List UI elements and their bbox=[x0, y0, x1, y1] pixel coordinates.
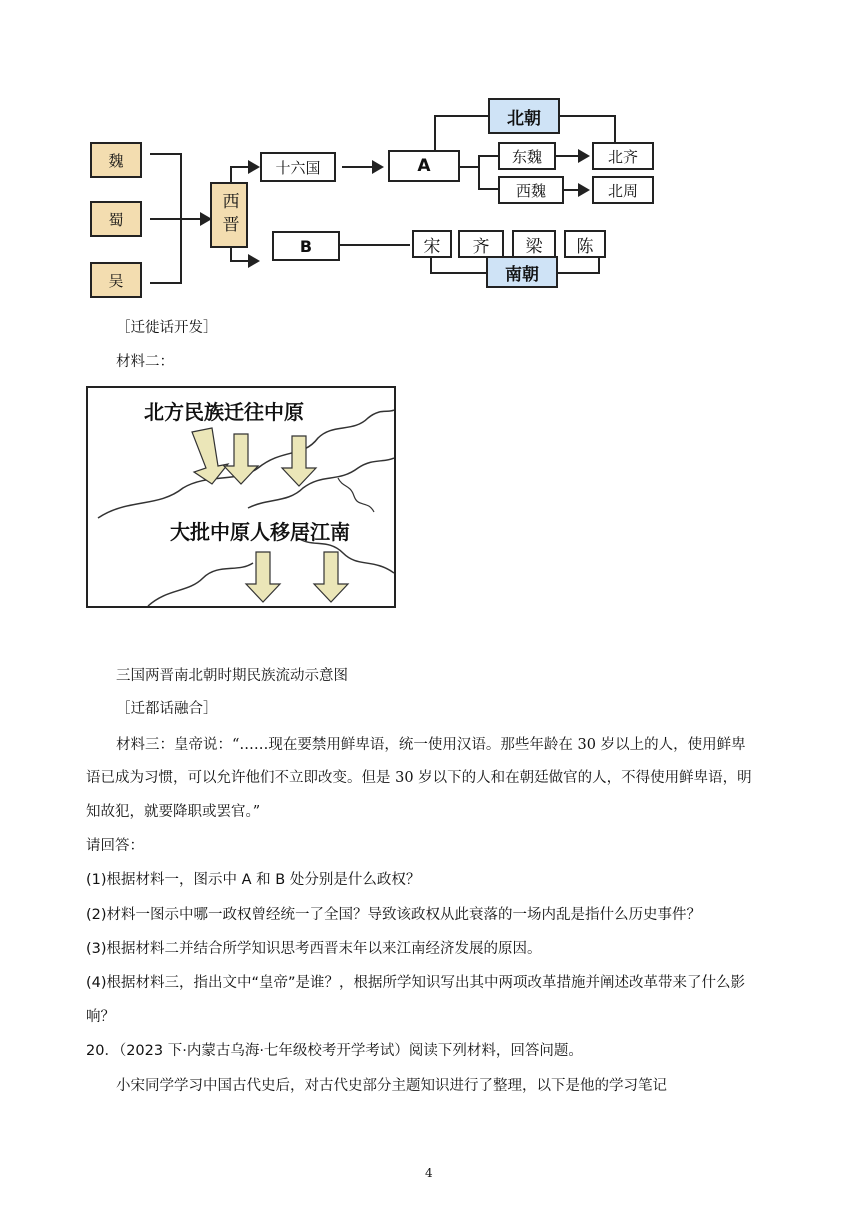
dongwei-box: 东魏 bbox=[498, 142, 556, 170]
prompt-answer: 请回答： bbox=[86, 838, 144, 854]
south-qi: 齐 bbox=[458, 230, 504, 258]
arrow-line bbox=[342, 166, 374, 168]
map-caption: 三国两晋南北朝时期民族流动示意图 bbox=[116, 668, 348, 684]
south-song: 宋 bbox=[412, 230, 452, 258]
connector-line bbox=[340, 244, 410, 246]
arrow-line bbox=[556, 155, 580, 157]
state-wei: 魏 bbox=[90, 142, 142, 178]
map-label-south: 大批中原人移居江南 bbox=[170, 520, 350, 544]
section-heading-migration: ［迁徙话开发］ bbox=[116, 320, 218, 336]
arrow-line bbox=[478, 188, 498, 190]
state-shu: 蜀 bbox=[90, 201, 142, 237]
south-chen: 陈 bbox=[564, 230, 606, 258]
bracket-line bbox=[614, 115, 616, 142]
sixteen-kingdoms-box: 十六国 bbox=[260, 152, 336, 182]
arrow-head bbox=[578, 149, 590, 163]
bracket-line bbox=[150, 153, 182, 155]
south-liang: 梁 bbox=[512, 230, 556, 258]
beichao-box: 北朝 bbox=[488, 98, 560, 134]
state-wu: 吴 bbox=[90, 262, 142, 298]
question-2: (2)材料一图示中哪一政权曾经统一了全国？导致该政权从此衰落的一场内乱是指什么历史事件？ bbox=[86, 907, 702, 923]
box-b: B bbox=[272, 231, 340, 261]
material-three-line: 语已成为习惯，可以允许他们不立即改变。但是 30 岁以下的人和在朝廷做官的人，不得使用鲜卑语，明 bbox=[86, 770, 752, 786]
arrow-line bbox=[478, 155, 480, 189]
arrow-line bbox=[460, 166, 480, 168]
section-heading-relocation: ［迁都话融合］ bbox=[116, 701, 218, 717]
nanchao-box: 南朝 bbox=[486, 256, 558, 288]
arrow-head bbox=[248, 160, 260, 174]
map-label-north: 北方民族迁往中原 bbox=[144, 400, 304, 424]
beizhou-box: 北周 bbox=[592, 176, 654, 204]
bracket-line bbox=[598, 258, 600, 274]
migration-map bbox=[86, 386, 396, 608]
arrow-line bbox=[230, 166, 232, 182]
question-20-header: 20．（2023 下·内蒙古乌海·七年级校考开学考试）阅读下列材料，回答问题。 bbox=[86, 1043, 583, 1059]
material-three-line: 材料三：皇帝说：“……现在要禁用鲜卑语，统一使用汉语。那些年龄在 30 岁以上的人，使用鲜卑 bbox=[116, 737, 746, 753]
bracket-line bbox=[150, 282, 182, 284]
xiwei-box: 西魏 bbox=[498, 176, 564, 204]
arrow-head bbox=[578, 183, 590, 197]
study-note-line: 小宋同学学习中国古代史后，对古代史部分主题知识进行了整理，以下是他的学习笔记 bbox=[116, 1078, 667, 1094]
page-number: 4 bbox=[425, 1166, 433, 1180]
question-4-cont: 响？ bbox=[86, 1009, 115, 1025]
bracket-line bbox=[430, 272, 486, 274]
material-three-line: 知故犯，就要降职或罢官。” bbox=[86, 804, 261, 820]
arrow-line bbox=[150, 218, 205, 220]
question-1: (1)根据材料一，图示中 A 和 B 处分别是什么政权？ bbox=[86, 872, 421, 888]
bracket-line bbox=[434, 115, 488, 117]
arrow-head bbox=[372, 160, 384, 174]
beiqi-box: 北齐 bbox=[592, 142, 654, 170]
arrow-head bbox=[248, 254, 260, 268]
material-two-label: 材料二： bbox=[116, 354, 174, 370]
arrow-line bbox=[478, 155, 498, 157]
xijin-box: 西晋 bbox=[210, 182, 248, 248]
bracket-line bbox=[558, 272, 600, 274]
bracket-line bbox=[560, 115, 615, 117]
question-4: (4)根据材料三，指出文中“皇帝”是谁？，根据所学知识写出其中两项改革措施并阐述改革带来了什么影 bbox=[86, 975, 746, 991]
question-3: (3)根据材料二并结合所学知识思考西晋末年以来江南经济发展的原因。 bbox=[86, 941, 542, 957]
box-a: A bbox=[388, 150, 460, 182]
bracket-line bbox=[434, 115, 436, 150]
